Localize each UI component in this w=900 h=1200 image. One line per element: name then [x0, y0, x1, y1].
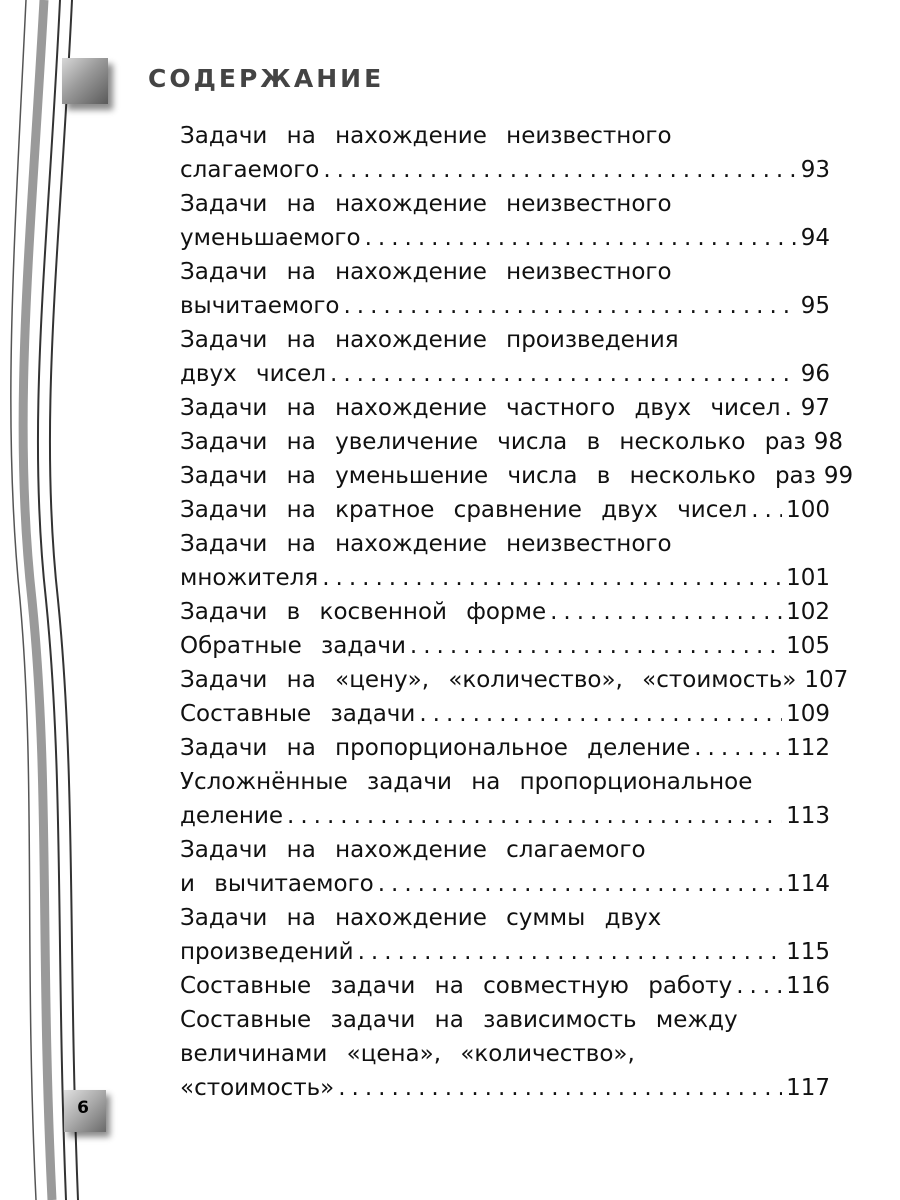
toc-entry-text: Задачи на нахождение неизвестного — [180, 259, 672, 285]
toc-entry-text: Задачи на нахождение частного двух чисел — [180, 395, 781, 421]
toc-entry-text: Обратные задачи — [180, 633, 406, 659]
toc-entry-last-line — [180, 221, 830, 255]
toc-entry-last-line — [180, 493, 830, 527]
toc-entry — [180, 629, 830, 663]
toc-entry — [180, 1003, 830, 1105]
toc-entry-text: Задачи на «цену», «количество», «стоимость» — [180, 667, 797, 693]
toc-entry-last-line — [180, 663, 849, 697]
toc-page-number: 112 — [786, 735, 830, 761]
page-title: СОДЕРЖАНИЕ — [148, 64, 385, 93]
toc-page-number: 95 — [800, 293, 830, 319]
toc-entry-text: Усложнённые задачи на пропорциональное — [180, 769, 753, 795]
toc-page-number: 114 — [786, 871, 830, 897]
toc-entry-text: Задачи на кратное сравнение двух чисел — [180, 497, 748, 523]
toc-entry-text: деление — [180, 803, 284, 829]
dot-leader — [330, 357, 797, 391]
toc-entry-text: множителя — [180, 565, 319, 591]
toc-entry-last-line — [180, 595, 830, 629]
toc-entry-last-line — [180, 289, 830, 323]
toc-page-number: 101 — [786, 565, 830, 591]
toc-entry-text: Задачи на нахождение неизвестного — [180, 123, 672, 149]
toc-entry-last-line — [180, 153, 830, 187]
dot-leader — [550, 595, 782, 629]
dot-leader — [323, 153, 796, 187]
toc-page-number: 117 — [786, 1075, 830, 1101]
dot-leader — [343, 289, 796, 323]
toc-entry-last-line — [180, 391, 830, 425]
table-of-contents — [180, 119, 854, 1105]
toc-page-number: 109 — [786, 701, 830, 727]
dot-leader — [785, 391, 797, 425]
toc-entry-text: Задачи на пропорциональное деление — [180, 735, 691, 761]
toc-entry-text: слагаемого — [180, 157, 320, 183]
toc-page-number: 115 — [786, 939, 830, 965]
toc-entry-last-line — [180, 425, 843, 459]
toc-entry-text: двух чисел — [180, 361, 327, 387]
toc-entry-text: Составные задачи на зависимость между — [180, 1007, 738, 1033]
dot-leader — [358, 935, 783, 969]
toc-entry — [180, 697, 830, 731]
toc-entry-last-line — [180, 867, 830, 901]
toc-entry-last-line — [180, 731, 830, 765]
title-marker-square — [62, 58, 108, 104]
toc-entry-text: Составные задачи — [180, 701, 416, 727]
toc-page-number: 93 — [800, 157, 830, 183]
toc-page-number: 99 — [823, 463, 854, 489]
toc-entry — [180, 969, 830, 1003]
toc-entry-text: Задачи на нахождение неизвестного — [180, 531, 672, 557]
toc-entry — [180, 187, 830, 255]
dot-leader — [736, 969, 782, 1003]
toc-entry-text: величинами «цена», «количество», — [180, 1041, 635, 1067]
dot-leader — [419, 697, 782, 731]
dot-leader — [338, 1071, 782, 1105]
dot-leader — [694, 731, 782, 765]
toc-entry — [180, 323, 830, 391]
toc-page-number: 94 — [800, 225, 830, 251]
toc-entry-text: Задачи на нахождение слагаемого — [180, 837, 646, 863]
toc-entry-last-line — [180, 629, 830, 663]
toc-page-number: 97 — [800, 395, 830, 421]
toc-entry — [180, 391, 830, 425]
toc-entry-last-line — [180, 357, 830, 391]
toc-entry-last-line — [180, 969, 830, 1003]
toc-entry-last-line — [180, 799, 830, 833]
toc-entry-text: «стоимость» — [180, 1075, 335, 1101]
toc-entry-last-line — [180, 935, 830, 969]
toc-page-number: 96 — [800, 361, 830, 387]
toc-entry-text: и вычитаемого — [180, 871, 374, 897]
dot-leader — [410, 629, 782, 663]
toc-entry — [180, 833, 830, 901]
toc-entry — [180, 901, 830, 969]
toc-page-number: 98 — [813, 429, 843, 455]
toc-entry-text: Задачи на нахождение произведения — [180, 327, 679, 353]
toc-entry — [180, 255, 830, 323]
toc-entry-text: Задачи на уменьшение числа в несколько раз — [180, 463, 816, 489]
page-number: 6 — [77, 1098, 89, 1118]
wave-line-thick — [23, 0, 52, 1200]
toc-entry-text: Задачи на нахождение суммы двух — [180, 905, 662, 931]
dot-leader — [287, 799, 782, 833]
toc-entry-last-line — [180, 697, 830, 731]
toc-page-number: 113 — [786, 803, 830, 829]
toc-entry-text: Составные задачи на совместную работу — [180, 973, 733, 999]
toc-entry-text: Задачи в косвенной форме — [180, 599, 547, 625]
toc-entry-text: Задачи на нахождение неизвестного — [180, 191, 672, 217]
toc-page-number: 100 — [786, 497, 830, 523]
toc-entry-text: уменьшаемого — [180, 225, 361, 251]
dot-leader — [751, 493, 782, 527]
toc-entry-last-line — [180, 561, 830, 595]
toc-page-number: 102 — [786, 599, 830, 625]
toc-entry-text: Задачи на увеличение числа в несколько раз — [180, 429, 806, 455]
toc-entry-last-line — [180, 1071, 830, 1105]
toc-entry — [180, 527, 830, 595]
toc-page-number: 116 — [786, 973, 830, 999]
toc-entry — [180, 595, 830, 629]
toc-entry — [180, 119, 830, 187]
toc-entry — [180, 459, 854, 493]
decorative-wavy-lines — [0, 0, 130, 1200]
wave-line-2 — [50, 0, 78, 1200]
toc-entry — [180, 765, 830, 833]
toc-page-number: 107 — [804, 667, 849, 693]
dot-leader — [322, 561, 782, 595]
dot-leader — [365, 221, 797, 255]
dot-leader — [378, 867, 782, 901]
toc-entry-text: вычитаемого — [180, 293, 340, 319]
toc-entry — [180, 425, 843, 459]
toc-entry — [180, 731, 830, 765]
toc-entry — [180, 663, 849, 697]
toc-entry — [180, 493, 830, 527]
toc-page-number: 105 — [786, 633, 830, 659]
toc-entry-last-line — [180, 459, 854, 493]
toc-entry-text: произведений — [180, 939, 354, 965]
